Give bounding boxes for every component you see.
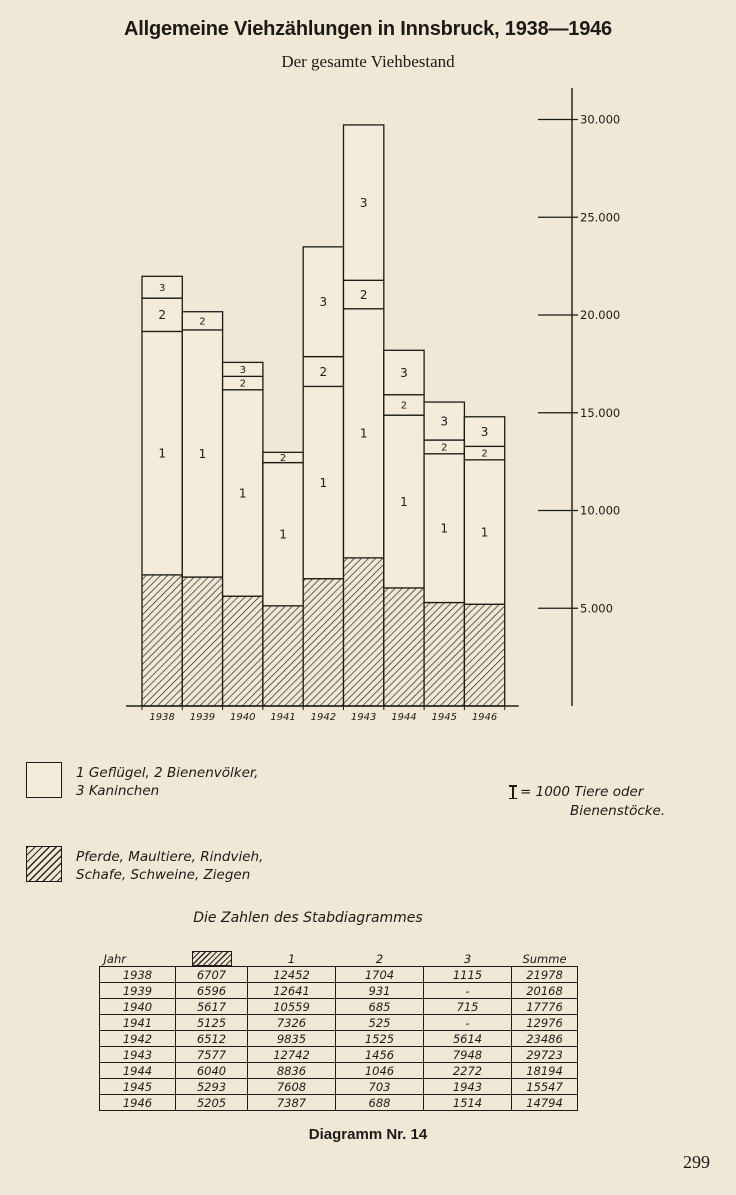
- cell-year: 1945: [100, 1079, 176, 1095]
- hatch-swatch-icon: [192, 951, 232, 966]
- legend-swatch-plain: [26, 762, 62, 798]
- cell-year: 1942: [100, 1031, 176, 1047]
- cell-sum: 21978: [512, 967, 578, 983]
- bar-label-1-1942: 1: [319, 475, 328, 490]
- cell-col3: -: [424, 1015, 512, 1031]
- bar-label-2-1940: 2: [239, 378, 246, 390]
- header-hatched: [176, 951, 248, 967]
- cell-col1: 9835: [248, 1031, 336, 1047]
- cell-sum: 15547: [512, 1079, 578, 1095]
- cell-year: 1946: [100, 1095, 176, 1111]
- table-row: [100, 1047, 578, 1063]
- cell-year: 1943: [100, 1047, 176, 1063]
- cell-year: 1938: [100, 967, 176, 983]
- y-tick-label-15000: 15.000: [580, 405, 621, 420]
- cell-col2: 1704: [336, 967, 424, 983]
- cell-year: 1939: [100, 983, 176, 999]
- bar-hatched-1941: [263, 606, 303, 706]
- cell-hatched: 5293: [176, 1079, 248, 1095]
- legend-label-line1: 1 Geflügel, 2 Bienenvölker,: [76, 765, 259, 781]
- x-tick-label-1938: 1938: [149, 712, 175, 723]
- bar-label-2-1941: 2: [279, 453, 287, 465]
- cell-hatched: 6596: [176, 983, 248, 999]
- cell-col3: 7948: [424, 1047, 512, 1063]
- bar-label-1-1941: 1: [279, 527, 287, 542]
- data-table: [99, 951, 578, 1111]
- cell-col1: 10559: [248, 999, 336, 1015]
- cell-col2: 1046: [336, 1063, 424, 1079]
- cell-col1: 12641: [248, 983, 336, 999]
- cell-sum: 12976: [512, 1015, 578, 1031]
- header-year: Jahr: [100, 951, 176, 967]
- cell-col2: 525: [336, 1015, 424, 1031]
- cell-col1: 12452: [248, 967, 336, 983]
- y-tick-label-30000: 30.000: [580, 112, 621, 127]
- y-tick-label-5000: 5.000: [580, 601, 613, 616]
- cell-col2: 931: [336, 983, 424, 999]
- table-row: [100, 1079, 578, 1095]
- x-tick-label-1939: 1939: [189, 712, 216, 723]
- bar-label-3-1946: 3: [480, 424, 489, 439]
- cell-col2: 688: [336, 1095, 424, 1111]
- y-tick-label-25000: 25.000: [580, 210, 621, 225]
- cell-year: 1940: [100, 999, 176, 1015]
- bar-label-1-1946: 1: [480, 525, 489, 540]
- table-row: [100, 983, 578, 999]
- bar-hatched-1945: [424, 603, 464, 706]
- bar-hatched-1939: [182, 577, 222, 706]
- bar-label-2-1938: 2: [158, 308, 166, 323]
- legend-label-line3: Pferde, Maultiere, Rindvieh,: [76, 849, 264, 865]
- cell-hatched: 6707: [176, 967, 248, 983]
- y-tick-label-20000: 20.000: [580, 308, 621, 322]
- cell-sum: 18194: [512, 1063, 578, 1079]
- cell-col1: 7326: [248, 1015, 336, 1031]
- bar-label-3-1938: 3: [158, 282, 166, 294]
- bar-label-3-1943: 3: [359, 195, 368, 210]
- cell-year: 1944: [100, 1063, 176, 1079]
- cell-col3: 715: [424, 999, 512, 1015]
- cell-col3: 1943: [424, 1079, 512, 1095]
- unit-scale-icon: [512, 785, 514, 799]
- y-tick-label-10000: 10.000: [580, 503, 621, 518]
- bar-label-3-1944: 3: [400, 365, 408, 380]
- x-tick-label-1941: 1941: [270, 712, 296, 723]
- bar-hatched-1943: [344, 558, 384, 706]
- bar-label-2-1943: 2: [359, 287, 368, 302]
- cell-hatched: 5205: [176, 1095, 248, 1111]
- cell-col3: 2272: [424, 1063, 512, 1079]
- legend-label-line4: Schafe, Schweine, Ziegen: [76, 867, 251, 883]
- cell-sum: 14794: [512, 1095, 578, 1111]
- bar-label-3-1940: 3: [239, 364, 246, 376]
- table-row: [100, 1031, 578, 1047]
- x-tick-label-1945: 1945: [431, 712, 457, 723]
- bar-label-1-1938: 1: [158, 446, 166, 461]
- cell-year: 1941: [100, 1015, 176, 1031]
- bar-hatched-1946: [464, 604, 504, 706]
- unit-label-line1: = 1000 Tiere oder: [520, 784, 644, 800]
- table-row: [100, 1095, 578, 1111]
- cell-sum: 29723: [512, 1047, 578, 1063]
- bar-label-2-1945: 2: [441, 442, 448, 454]
- cell-hatched: 6040: [176, 1063, 248, 1079]
- cell-col1: 7608: [248, 1079, 336, 1095]
- cell-col3: -: [424, 983, 512, 999]
- table-row: [100, 967, 578, 983]
- legend-label-line2: 3 Kaninchen: [76, 783, 160, 799]
- diagram-label: Diagramm Nr. 14: [308, 1126, 428, 1143]
- chart-subtitle: Der gesamte Viehbestand: [281, 52, 455, 71]
- cell-hatched: 5125: [176, 1015, 248, 1031]
- bar-label-1-1940: 1: [238, 486, 247, 501]
- bar-hatched-1940: [223, 596, 263, 706]
- unit-label-line2: Bienenstöcke.: [570, 803, 666, 819]
- bar-label-2-1944: 2: [400, 400, 408, 412]
- cell-sum: 23486: [512, 1031, 578, 1047]
- header-col2: 2: [336, 951, 424, 967]
- bar-label-3-1945: 3: [440, 414, 449, 429]
- cell-col2: 685: [336, 999, 424, 1015]
- cell-sum: 17776: [512, 999, 578, 1015]
- x-tick-label-1942: 1942: [310, 712, 337, 723]
- cell-col3: 1514: [424, 1095, 512, 1111]
- bar-label-2-1939: 2: [199, 316, 206, 328]
- legend-swatch-hatched: [26, 846, 62, 882]
- bar-label-1-1945: 1: [440, 521, 449, 536]
- table-row: [100, 1063, 578, 1079]
- table-row: [100, 1015, 578, 1031]
- bar-label-1-1939: 1: [198, 446, 207, 461]
- chart-title: Allgemeine Viehzählungen in Innsbruck, 1938—1946: [124, 18, 612, 40]
- header-sum: Summe: [512, 951, 578, 967]
- table-header-row: [100, 951, 578, 967]
- cell-hatched: 7577: [176, 1047, 248, 1063]
- cell-col2: 1456: [336, 1047, 424, 1063]
- bar-label-2-1942: 2: [319, 364, 328, 379]
- bar-hatched-1944: [384, 588, 424, 706]
- x-tick-label-1940: 1940: [230, 712, 256, 723]
- bar-hatched-1938: [142, 575, 182, 706]
- table-caption: Die Zahlen des Stabdiagrammes: [193, 910, 423, 926]
- x-tick-label-1943: 1943: [350, 712, 377, 723]
- cell-col1: 7387: [248, 1095, 336, 1111]
- bar-label-3-1942: 3: [319, 295, 328, 310]
- cell-hatched: 6512: [176, 1031, 248, 1047]
- bar-hatched-1942: [303, 579, 343, 706]
- cell-col1: 8836: [248, 1063, 336, 1079]
- x-tick-label-1946: 1946: [471, 712, 498, 723]
- cell-col1: 12742: [248, 1047, 336, 1063]
- cell-col3: 5614: [424, 1031, 512, 1047]
- cell-col3: 1115: [424, 967, 512, 983]
- bar-label-2-1946: 2: [481, 448, 488, 460]
- header-col1: 1: [248, 951, 336, 967]
- bar-label-1-1943: 1: [359, 426, 368, 441]
- cell-hatched: 5617: [176, 999, 248, 1015]
- page-number: 299: [683, 1152, 710, 1172]
- cell-sum: 20168: [512, 983, 578, 999]
- bar-label-1-1944: 1: [400, 494, 408, 509]
- table-row: [100, 999, 578, 1015]
- cell-col2: 703: [336, 1079, 424, 1095]
- x-tick-label-1944: 1944: [391, 712, 417, 723]
- cell-col2: 1525: [336, 1031, 424, 1047]
- header-col3: 3: [424, 951, 512, 967]
